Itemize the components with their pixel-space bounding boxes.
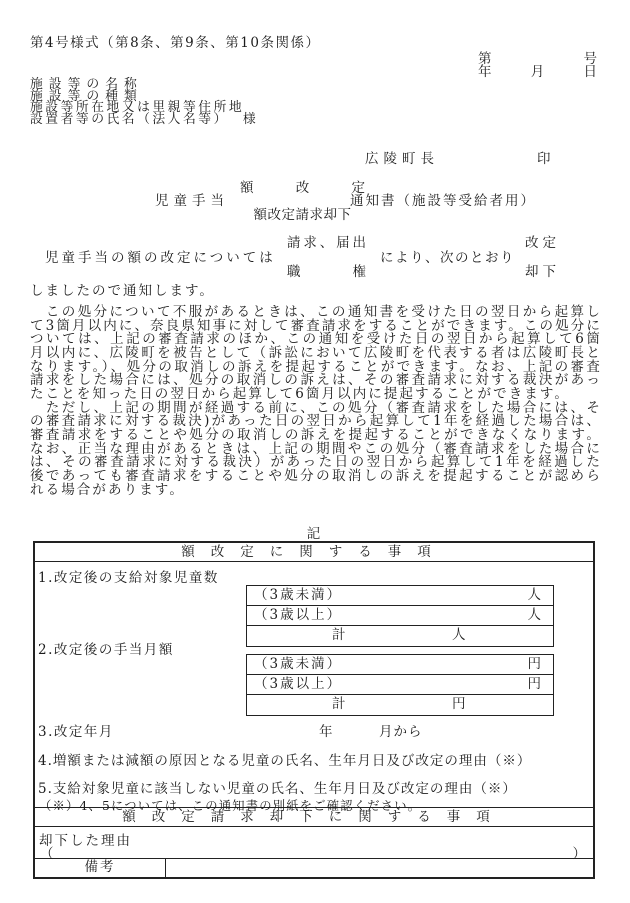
document-number-suffix: 号 <box>583 51 597 67</box>
title-suffix: 通知書（施設等受給者用） <box>350 193 536 209</box>
table-row-total <box>247 626 553 646</box>
opening-option-claim: 請求、届出 <box>287 235 366 251</box>
paren-close: ） <box>572 846 586 862</box>
date-day-label: 日 <box>583 64 597 80</box>
installer-name-label: 設置者等の氏名（法人名等） <box>30 112 229 128</box>
form-number: 第4号様式（第8条、第9条、第10条関係） <box>30 35 321 51</box>
over3-label: （3歳以上） <box>254 607 343 623</box>
item4-label: 4.増額または減額の原因となる児童の氏名、生年月日及び改定の理由（※） <box>38 753 532 769</box>
installer-name-line <box>30 114 256 126</box>
item3-label: 3.改定年月 <box>38 724 114 740</box>
date-line <box>478 60 597 80</box>
children-count-table <box>246 585 554 647</box>
table-row <box>247 606 553 626</box>
honorific-label: 様 <box>242 112 256 128</box>
table-row <box>247 655 553 675</box>
under3-amount-unit: 円 <box>527 656 541 672</box>
opening-lead: 児童手当の額の改定については <box>45 250 276 266</box>
opening-option-revised: 改定 <box>525 235 556 251</box>
rejection-reason-field <box>40 842 586 862</box>
appeal-paragraph-1: この処分について不服があるときは、この通知書を受けた日の翌日から起算して3箇月以内に、奈良県知事に対して審査請求をすることができます。この処分については、上記の審査請求のほか、この通知を受けた日の翌日から起算して6箇月以内に、広陵町を被告として（訴訟において広陵町を代表する者は広陵町長となります。）、処分の取消しの訴えを提起することができます。なお、上記の審査請求をした場合には、処分の取消しの訴えは、その審査請求に対する裁決があったことを知った日の翌日から起算して6箇月以内に提起することができます。 <box>30 304 602 402</box>
revision-table <box>33 541 595 879</box>
item5-label: 5.支給対象児童に該当しない児童の氏名、生年月日及び改定の理由（※） <box>38 781 517 797</box>
table-row-total <box>247 695 553 715</box>
appeal-notice <box>30 306 602 497</box>
title-prefix: 児童手当 <box>155 193 229 209</box>
appeal-paragraph-2: ただし、上記の期間が経過する前に、この処分（審査請求をした場合には、その審査請求に対する裁決)があった日の翌日から起算して1年を経過した場合は、審査請求をすることや処分の取消しの訴えを提起することができなくなります。なお、正当な理由があるときは、上記の期間やこの処分（審査請求をした場合には、その審査請求に対する裁決）があった日の翌日から起算して1年を経過した後であっても審査請求をすることや処分の取消しの訴えを提起することが認められる場合があります。 <box>30 399 602 498</box>
rejection-table-title: 額改定請求却下に関する事項 <box>35 808 593 827</box>
opening-conclusion: しましたので通知します。 <box>30 283 215 299</box>
paren-open: （ <box>40 846 54 862</box>
seal-mark: 印 <box>537 151 551 167</box>
total-amount-label: 計 <box>332 696 346 712</box>
title-option-revision: 額改定 <box>240 180 365 196</box>
table-row <box>247 586 553 606</box>
over3-unit: 人 <box>527 607 541 623</box>
under3-unit: 人 <box>527 587 541 603</box>
rejection-reason-label: 却下した理由 <box>39 833 132 849</box>
total-label: 計 <box>332 627 346 643</box>
opening-option-authority: 職権 <box>287 264 366 280</box>
date-year-label: 年 <box>478 64 492 80</box>
over3-amount-label: （3歳以上） <box>254 676 343 692</box>
revision-table-title: 額改定に関する事項 <box>35 543 593 562</box>
date-month-label: 月 <box>530 64 545 80</box>
total-unit: 人 <box>452 627 466 643</box>
total-amount-unit: 円 <box>452 696 466 712</box>
table-row <box>247 675 553 695</box>
item2-label: 2.改定後の手当月額 <box>38 642 174 658</box>
facility-address-label: 施設等所在地又は里親等住所地 <box>30 100 245 116</box>
footnote: （※）4、5については、この通知書の別紙をご確認ください。 <box>39 799 422 813</box>
under3-label: （3歳未満） <box>254 587 343 603</box>
rejection-reason-row <box>35 827 593 862</box>
item1-label: 1.改定後の支給対象児童数 <box>38 570 219 586</box>
facility-name-label: 施設等の名称 <box>30 77 143 92</box>
document-number-prefix: 第 <box>478 51 492 67</box>
title-option-rejection: 額改定請求却下 <box>253 207 352 223</box>
opening-option-rejected: 却下 <box>525 264 556 280</box>
opening-middle: により、次のとおり <box>380 250 515 266</box>
revision-table-body <box>35 562 593 813</box>
issuer-name: 広陵町長 <box>365 151 439 167</box>
over3-amount-unit: 円 <box>527 676 541 692</box>
revision-year-label: 年 <box>319 724 334 740</box>
remarks-label: 備考 <box>35 859 166 877</box>
ki-mark: 記 <box>306 526 322 542</box>
under3-amount-label: （3歳未満） <box>254 656 343 672</box>
revision-month-from-label: 月から <box>379 724 423 740</box>
recipient-block <box>30 79 256 126</box>
monthly-amount-table <box>246 654 554 716</box>
facility-type-label: 施設等の種類 <box>30 88 143 104</box>
